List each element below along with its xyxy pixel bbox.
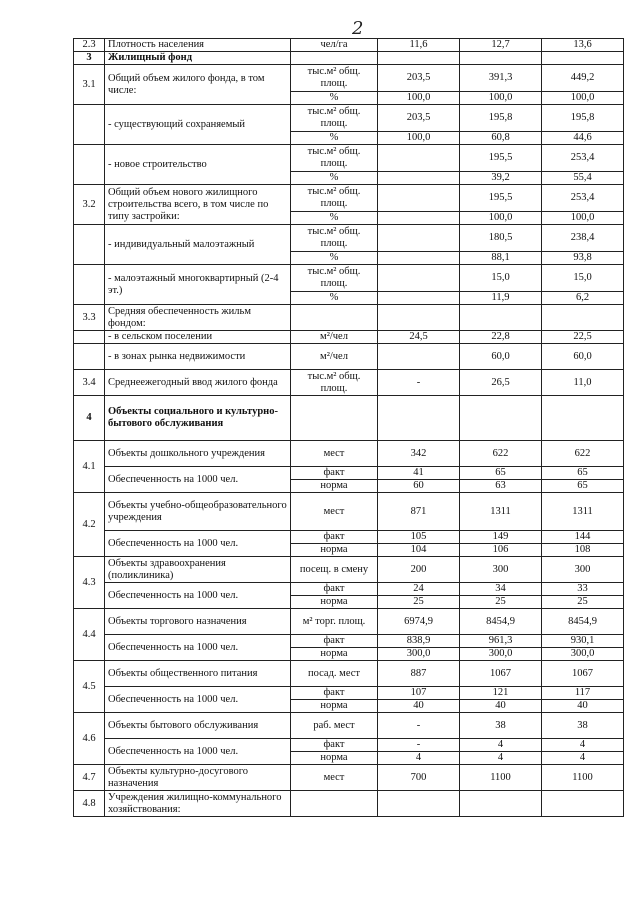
- value-cell: 300,0: [542, 648, 624, 661]
- provision-label: Обеспеченность на 1000 чел.: [105, 687, 291, 713]
- value-cell: 60,0: [460, 344, 542, 370]
- unit-cell: норма: [291, 544, 378, 557]
- table-row: [74, 305, 624, 331]
- unit-cell: тыс.м² общ. площ.: [291, 65, 378, 92]
- value-cell: 253,4: [542, 145, 624, 172]
- row-number: 2.3: [74, 39, 105, 52]
- indicator-name: - малоэтажный многоквартирный (2-4 эт.): [105, 265, 291, 305]
- value-cell: 100,0: [378, 132, 460, 145]
- value-cell: 104: [378, 544, 460, 557]
- indicator-name: Общий объем нового жилищного строительства всего, в том числе по типу застройки:: [105, 185, 291, 225]
- section-header-row: [74, 396, 624, 441]
- value-cell: 203,5: [378, 65, 460, 92]
- unit-cell: чел/га: [291, 39, 378, 52]
- unit-cell: факт: [291, 583, 378, 596]
- value-cell: 65: [460, 467, 542, 480]
- value-cell: 622: [542, 441, 624, 467]
- unit-cell: тыс.м² общ. площ.: [291, 145, 378, 172]
- unit-cell: %: [291, 92, 378, 105]
- value-cell: 1067: [460, 661, 542, 687]
- value-cell: 961,3: [460, 635, 542, 648]
- row-number: 4.5: [74, 661, 105, 713]
- value-cell: 11,6: [378, 39, 460, 52]
- value-cell: 93,8: [542, 252, 624, 265]
- table-row: [74, 765, 624, 791]
- unit-cell: норма: [291, 752, 378, 765]
- value-cell: 25: [460, 596, 542, 609]
- value-cell: 41: [378, 467, 460, 480]
- row-number: 3.1: [74, 65, 105, 105]
- value-cell: 100,0: [378, 92, 460, 105]
- unit-cell: тыс.м² общ. площ.: [291, 105, 378, 132]
- unit-cell: %: [291, 212, 378, 225]
- value-cell: 40: [460, 700, 542, 713]
- row-number: 3.4: [74, 370, 105, 396]
- value-cell: 34: [460, 583, 542, 596]
- indicator-name: Плотность населения: [105, 39, 291, 52]
- value-cell: [378, 252, 460, 265]
- value-cell: 203,5: [378, 105, 460, 132]
- unit-cell: м²/чел: [291, 331, 378, 344]
- value-cell: 121: [460, 687, 542, 700]
- value-cell: [378, 791, 460, 817]
- row-number: 4.6: [74, 713, 105, 765]
- value-cell: [542, 396, 624, 441]
- value-cell: 700: [378, 765, 460, 791]
- value-cell: 100,0: [460, 92, 542, 105]
- unit-cell: факт: [291, 531, 378, 544]
- value-cell: 12,7: [460, 39, 542, 52]
- indicator-name: Объекты культурно-досугового назначения: [105, 765, 291, 791]
- value-cell: 622: [460, 441, 542, 467]
- table-row: [74, 145, 624, 172]
- indicator-name: - в зонах рынка недвижимости: [105, 344, 291, 370]
- value-cell: 930,1: [542, 635, 624, 648]
- value-cell: [460, 396, 542, 441]
- value-cell: [542, 305, 624, 331]
- unit-cell: мест: [291, 441, 378, 467]
- value-cell: [378, 344, 460, 370]
- value-cell: 38: [542, 713, 624, 739]
- value-cell: 24: [378, 583, 460, 596]
- value-cell: 4: [460, 752, 542, 765]
- row-number: [74, 145, 105, 185]
- indicator-name: Объекты социального и культурно-бытового обслуживания: [105, 396, 291, 441]
- value-cell: [378, 212, 460, 225]
- row-number: 4.1: [74, 441, 105, 493]
- value-cell: 342: [378, 441, 460, 467]
- table-row: [74, 331, 624, 344]
- indicator-name: - существующий сохраняемый: [105, 105, 291, 145]
- value-cell: 1067: [542, 661, 624, 687]
- value-cell: [378, 145, 460, 172]
- value-cell: 108: [542, 544, 624, 557]
- value-cell: 887: [378, 661, 460, 687]
- value-cell: 144: [542, 531, 624, 544]
- value-cell: 8454,9: [460, 609, 542, 635]
- indicator-name: - в сельском поселении: [105, 331, 291, 344]
- row-number: 4.3: [74, 557, 105, 609]
- value-cell: 300,0: [378, 648, 460, 661]
- value-cell: -: [378, 370, 460, 396]
- row-number: 3.2: [74, 185, 105, 225]
- indicator-name: Средняя обеспеченность жильм фондом:: [105, 305, 291, 331]
- row-number: 4.8: [74, 791, 105, 817]
- value-cell: 6974,9: [378, 609, 460, 635]
- indicator-name: Объекты торгового назначения: [105, 609, 291, 635]
- unit-cell: %: [291, 292, 378, 305]
- indicators-table: [73, 38, 624, 817]
- unit-cell: посещ. в смену: [291, 557, 378, 583]
- table-row: [74, 344, 624, 370]
- value-cell: 26,5: [460, 370, 542, 396]
- value-cell: 1100: [460, 765, 542, 791]
- table-row: [74, 370, 624, 396]
- unit-cell: факт: [291, 635, 378, 648]
- table-row: [74, 441, 624, 467]
- indicator-name: - индивидуальный малоэтажный: [105, 225, 291, 265]
- value-cell: 180,5: [460, 225, 542, 252]
- row-number: 3.3: [74, 305, 105, 331]
- value-cell: 39,2: [460, 172, 542, 185]
- table-row: [74, 225, 624, 252]
- value-cell: 6,2: [542, 292, 624, 305]
- value-cell: 40: [542, 700, 624, 713]
- value-cell: 195,5: [460, 145, 542, 172]
- unit-cell: тыс.м² общ. площ.: [291, 225, 378, 252]
- value-cell: 100,0: [460, 212, 542, 225]
- value-cell: [378, 52, 460, 65]
- row-number: [74, 105, 105, 145]
- unit-cell: м² торг. площ.: [291, 609, 378, 635]
- indicator-name: Объекты бытового обслуживания: [105, 713, 291, 739]
- value-cell: 40: [378, 700, 460, 713]
- value-cell: 22,5: [542, 331, 624, 344]
- value-cell: 4: [542, 752, 624, 765]
- row-number: [74, 225, 105, 265]
- value-cell: 65: [542, 480, 624, 493]
- value-cell: 4: [460, 739, 542, 752]
- value-cell: 838,9: [378, 635, 460, 648]
- value-cell: 100,0: [542, 92, 624, 105]
- provision-label: Обеспеченность на 1000 чел.: [105, 635, 291, 661]
- value-cell: 25: [378, 596, 460, 609]
- indicator-name: Объекты учебно-общеобразовательного учреждения: [105, 493, 291, 531]
- indicator-name: Общий объем жилого фонда, в том числе:: [105, 65, 291, 105]
- value-cell: 1311: [460, 493, 542, 531]
- indicator-name: - новое строительство: [105, 145, 291, 185]
- value-cell: -: [378, 713, 460, 739]
- table-row: [74, 65, 624, 92]
- value-cell: [378, 305, 460, 331]
- table-row: [74, 467, 624, 480]
- value-cell: 117: [542, 687, 624, 700]
- row-number: [74, 265, 105, 305]
- indicator-name: Учреждения жилищно-коммунального хозяйствования:: [105, 791, 291, 817]
- value-cell: 238,4: [542, 225, 624, 252]
- value-cell: 4: [378, 752, 460, 765]
- table-row: [74, 531, 624, 544]
- unit-cell: мест: [291, 765, 378, 791]
- table-row: [74, 635, 624, 648]
- table-row: [74, 609, 624, 635]
- value-cell: 195,8: [542, 105, 624, 132]
- unit-cell: м²/чел: [291, 344, 378, 370]
- value-cell: 300: [542, 557, 624, 583]
- unit-cell: факт: [291, 687, 378, 700]
- unit-cell: [291, 396, 378, 441]
- provision-label: Обеспеченность на 1000 чел.: [105, 531, 291, 557]
- value-cell: 300: [460, 557, 542, 583]
- value-cell: 55,4: [542, 172, 624, 185]
- value-cell: 391,3: [460, 65, 542, 92]
- value-cell: 449,2: [542, 65, 624, 92]
- value-cell: [378, 225, 460, 252]
- value-cell: 300,0: [460, 648, 542, 661]
- unit-cell: посад. мест: [291, 661, 378, 687]
- indicator-name: Объекты дошкольного учреждения: [105, 441, 291, 467]
- value-cell: [460, 791, 542, 817]
- unit-cell: %: [291, 132, 378, 145]
- value-cell: 63: [460, 480, 542, 493]
- unit-cell: норма: [291, 480, 378, 493]
- value-cell: 15,0: [542, 265, 624, 292]
- value-cell: 200: [378, 557, 460, 583]
- indicator-name: Жилищный фонд: [105, 52, 291, 65]
- unit-cell: [291, 791, 378, 817]
- value-cell: 106: [460, 544, 542, 557]
- value-cell: [542, 791, 624, 817]
- value-cell: [378, 292, 460, 305]
- value-cell: 38: [460, 713, 542, 739]
- value-cell: 8454,9: [542, 609, 624, 635]
- provision-label: Обеспеченность на 1000 чел.: [105, 583, 291, 609]
- table-row: [74, 493, 624, 531]
- value-cell: 11,9: [460, 292, 542, 305]
- table-row: [74, 105, 624, 132]
- value-cell: [542, 52, 624, 65]
- unit-cell: факт: [291, 739, 378, 752]
- provision-label: Обеспеченность на 1000 чел.: [105, 467, 291, 493]
- value-cell: 11,0: [542, 370, 624, 396]
- table-row: [74, 661, 624, 687]
- unit-cell: [291, 52, 378, 65]
- unit-cell: тыс.м² общ. площ.: [291, 185, 378, 212]
- value-cell: [378, 185, 460, 212]
- table-row: [74, 583, 624, 596]
- unit-cell: норма: [291, 648, 378, 661]
- row-number: [74, 331, 105, 344]
- value-cell: 22,8: [460, 331, 542, 344]
- indicator-name: Среднеежегодный ввод жилого фонда: [105, 370, 291, 396]
- table-row: [74, 739, 624, 752]
- row-number: 4.2: [74, 493, 105, 557]
- value-cell: 1311: [542, 493, 624, 531]
- value-cell: 195,5: [460, 185, 542, 212]
- indicator-name: Объекты здравоохранения (поликлиника): [105, 557, 291, 583]
- unit-cell: тыс.м² общ. площ.: [291, 370, 378, 396]
- unit-cell: норма: [291, 596, 378, 609]
- table-row: [74, 39, 624, 52]
- row-number: 4: [74, 396, 105, 441]
- value-cell: 105: [378, 531, 460, 544]
- unit-cell: мест: [291, 493, 378, 531]
- indicator-name: Объекты общественного питания: [105, 661, 291, 687]
- value-cell: 195,8: [460, 105, 542, 132]
- value-cell: 4: [542, 739, 624, 752]
- table-row: [74, 713, 624, 739]
- value-cell: 60,0: [542, 344, 624, 370]
- unit-cell: норма: [291, 700, 378, 713]
- table-row: [74, 791, 624, 817]
- provision-label: Обеспеченность на 1000 чел.: [105, 739, 291, 765]
- value-cell: [378, 265, 460, 292]
- value-cell: 107: [378, 687, 460, 700]
- unit-cell: раб. мест: [291, 713, 378, 739]
- value-cell: [378, 396, 460, 441]
- value-cell: 44,6: [542, 132, 624, 145]
- value-cell: 100,0: [542, 212, 624, 225]
- value-cell: 15,0: [460, 265, 542, 292]
- value-cell: 253,4: [542, 185, 624, 212]
- value-cell: [460, 305, 542, 331]
- unit-cell: %: [291, 172, 378, 185]
- value-cell: [378, 172, 460, 185]
- value-cell: 65: [542, 467, 624, 480]
- unit-cell: тыс.м² общ. площ.: [291, 265, 378, 292]
- table-row: [74, 557, 624, 583]
- row-number: 4.4: [74, 609, 105, 661]
- row-number: 3: [74, 52, 105, 65]
- value-cell: 60,8: [460, 132, 542, 145]
- value-cell: 24,5: [378, 331, 460, 344]
- row-number: 4.7: [74, 765, 105, 791]
- value-cell: 60: [378, 480, 460, 493]
- table-row: [74, 185, 624, 212]
- value-cell: 33: [542, 583, 624, 596]
- value-cell: -: [378, 739, 460, 752]
- value-cell: [460, 52, 542, 65]
- value-cell: 13,6: [542, 39, 624, 52]
- value-cell: 25: [542, 596, 624, 609]
- value-cell: 1100: [542, 765, 624, 791]
- section-header-row: [74, 52, 624, 65]
- table-row: [74, 265, 624, 292]
- table-row: [74, 687, 624, 700]
- unit-cell: %: [291, 252, 378, 265]
- value-cell: 88,1: [460, 252, 542, 265]
- unit-cell: факт: [291, 467, 378, 480]
- value-cell: 871: [378, 493, 460, 531]
- row-number: [74, 344, 105, 370]
- unit-cell: [291, 305, 378, 331]
- value-cell: 149: [460, 531, 542, 544]
- page-number: 2: [352, 18, 364, 39]
